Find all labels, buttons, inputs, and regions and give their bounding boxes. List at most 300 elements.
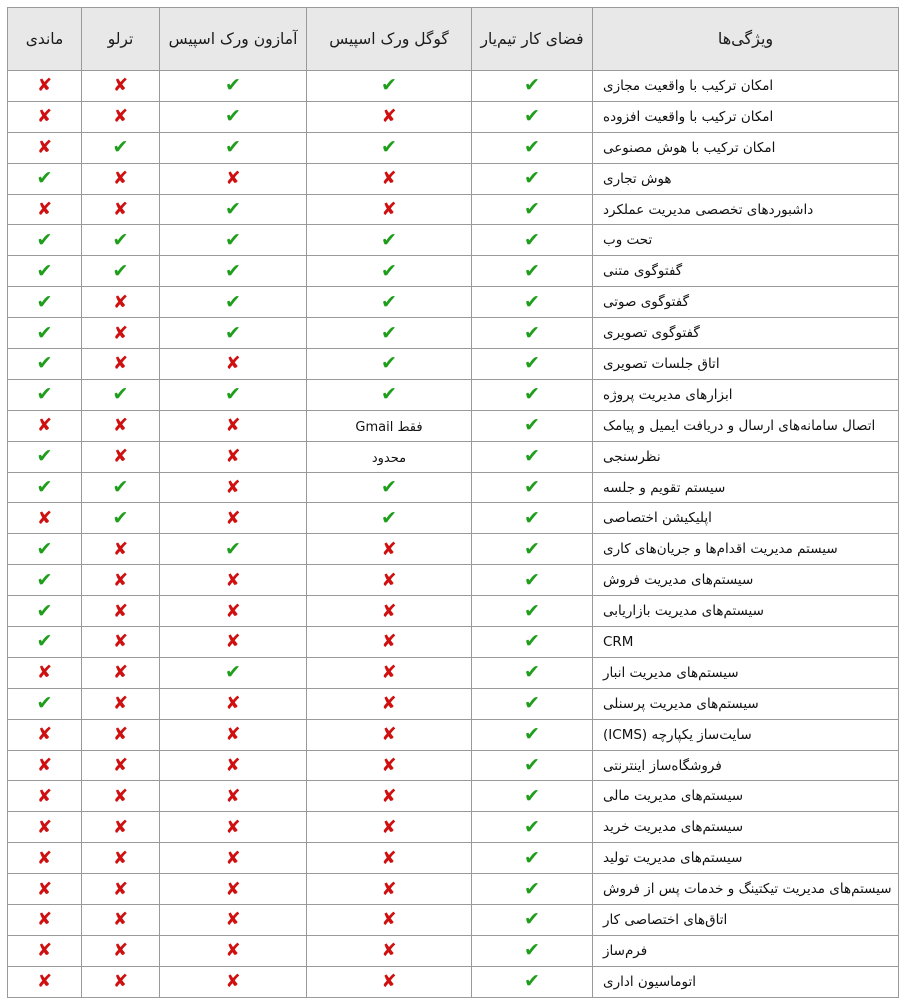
check-icon: ✔: [36, 568, 53, 591]
check-icon-cell-trello: [82, 472, 160, 503]
check-icon-cell-trello: [82, 132, 160, 163]
check-icon: ✔: [524, 506, 540, 529]
cross-icon-cell-trello: [82, 441, 160, 472]
cross-icon-cell-monday: [8, 843, 82, 874]
feature-label: فرم‌ساز: [593, 935, 899, 966]
check-icon: ✔: [524, 908, 540, 931]
cross-icon-cell-monday: [8, 966, 82, 997]
check-icon-cell-google: [307, 132, 472, 163]
cross-icon-cell-amazon: [160, 843, 307, 874]
check-icon: ✔: [225, 228, 241, 251]
check-icon-cell-teamyar: [472, 101, 593, 132]
check-icon: ✔: [524, 259, 540, 282]
feature-label: اپلیکیشن اختصاصی: [593, 503, 899, 534]
check-icon: ✔: [524, 167, 540, 190]
check-icon-cell-monday: [8, 163, 82, 194]
cross-icon: ✘: [381, 662, 397, 684]
cross-icon-cell-google: [307, 534, 472, 565]
check-icon-cell-monday: [8, 441, 82, 472]
cross-icon-cell-google: [307, 627, 472, 658]
cross-icon: ✘: [225, 847, 241, 869]
cross-icon-cell-trello: [82, 596, 160, 627]
check-icon: ✔: [381, 228, 397, 251]
cross-icon: ✘: [225, 600, 241, 622]
table-row: [8, 441, 899, 472]
check-icon: ✔: [112, 228, 129, 251]
column-header-teamyar: فضای کار تیم‌یار: [472, 8, 593, 71]
check-icon: ✔: [524, 321, 540, 344]
check-icon-cell-google: [307, 71, 472, 102]
cross-icon-cell-amazon: [160, 874, 307, 905]
table-row: [8, 472, 899, 503]
check-icon: ✔: [36, 692, 53, 715]
table-row: [8, 565, 899, 596]
check-icon: ✔: [225, 290, 241, 313]
check-icon: ✔: [36, 537, 53, 560]
cross-icon: ✘: [112, 291, 129, 313]
cross-icon-cell-monday: [8, 905, 82, 936]
table-row: [8, 379, 899, 410]
check-icon: ✔: [524, 136, 540, 159]
feature-comparison-table: [7, 7, 899, 998]
cross-icon-cell-amazon: [160, 163, 307, 194]
cross-icon: ✘: [225, 631, 241, 653]
feature-label: نظرسنجی: [593, 441, 899, 472]
cross-icon: ✘: [36, 507, 53, 529]
table-row: [8, 750, 899, 781]
table-row: [8, 318, 899, 349]
check-icon-cell-trello: [82, 379, 160, 410]
check-icon-cell-monday: [8, 225, 82, 256]
cross-icon-cell-amazon: [160, 781, 307, 812]
check-icon: ✔: [524, 537, 540, 560]
table-row: [8, 843, 899, 874]
cross-icon: ✘: [381, 168, 397, 190]
cross-icon: ✘: [381, 816, 397, 838]
table-row: [8, 874, 899, 905]
check-icon-cell-teamyar: [472, 905, 593, 936]
column-header-features: ویژگی‌ها: [593, 8, 899, 71]
table-row: [8, 596, 899, 627]
check-icon: ✔: [225, 259, 241, 282]
check-icon-cell-teamyar: [472, 225, 593, 256]
cross-icon-cell-amazon: [160, 966, 307, 997]
cross-icon-cell-monday: [8, 503, 82, 534]
cross-icon: ✘: [36, 755, 53, 777]
cross-icon: ✘: [225, 693, 241, 715]
cross-icon: ✘: [112, 353, 129, 375]
cross-icon-cell-google: [307, 843, 472, 874]
check-icon: ✔: [36, 383, 53, 406]
note-cell-google: [307, 441, 472, 472]
check-icon-cell-amazon: [160, 657, 307, 688]
check-icon: ✔: [112, 476, 129, 499]
check-icon: ✔: [36, 630, 53, 653]
feature-label: سیستم‌های مدیریت انبار: [593, 657, 899, 688]
check-icon: ✔: [524, 939, 540, 962]
cross-icon-cell-google: [307, 812, 472, 843]
cross-icon-cell-monday: [8, 874, 82, 905]
feature-label: هوش تجاری: [593, 163, 899, 194]
cross-icon: ✘: [381, 569, 397, 591]
table-header: [8, 8, 899, 71]
cross-icon: ✘: [36, 847, 53, 869]
table-row: [8, 534, 899, 565]
check-icon-cell-google: [307, 349, 472, 380]
cross-icon-cell-monday: [8, 410, 82, 441]
cross-icon-cell-trello: [82, 812, 160, 843]
cross-icon: ✘: [381, 785, 397, 807]
cross-icon-cell-amazon: [160, 719, 307, 750]
check-icon: ✔: [381, 136, 397, 159]
check-icon: ✔: [225, 105, 241, 128]
check-icon-cell-teamyar: [472, 410, 593, 441]
cross-icon-cell-trello: [82, 750, 160, 781]
cross-icon: ✘: [112, 940, 129, 962]
cross-icon-cell-trello: [82, 71, 160, 102]
cross-icon-cell-trello: [82, 349, 160, 380]
check-icon: ✔: [524, 352, 540, 375]
cross-icon: ✘: [112, 569, 129, 591]
cross-icon: ✘: [381, 631, 397, 653]
check-icon-cell-trello: [82, 225, 160, 256]
cross-icon-cell-monday: [8, 719, 82, 750]
cross-icon: ✘: [112, 538, 129, 560]
cross-icon: ✘: [112, 446, 129, 468]
table-row: [8, 101, 899, 132]
cross-icon: ✘: [36, 878, 53, 900]
cross-icon: ✘: [36, 816, 53, 838]
check-icon-cell-teamyar: [472, 163, 593, 194]
check-icon-cell-teamyar: [472, 750, 593, 781]
feature-label: فروشگاه‌ساز اینترنتی: [593, 750, 899, 781]
check-icon-cell-teamyar: [472, 472, 593, 503]
cross-icon: ✘: [36, 662, 53, 684]
check-icon-cell-amazon: [160, 534, 307, 565]
check-icon: ✔: [36, 445, 53, 468]
cross-icon-cell-trello: [82, 874, 160, 905]
check-icon: ✔: [225, 383, 241, 406]
check-icon-cell-amazon: [160, 101, 307, 132]
feature-label: سایت‌ساز یکپارچه (ICMS): [593, 719, 899, 750]
check-icon-cell-teamyar: [472, 287, 593, 318]
cross-icon: ✘: [225, 816, 241, 838]
check-icon: ✔: [524, 198, 540, 220]
check-icon: ✔: [524, 754, 540, 777]
table-row: [8, 287, 899, 318]
check-icon: ✔: [381, 383, 397, 406]
check-icon-cell-google: [307, 472, 472, 503]
check-icon-cell-amazon: [160, 379, 307, 410]
check-icon: ✔: [381, 506, 397, 529]
table-row: [8, 410, 899, 441]
check-icon: ✔: [36, 290, 53, 313]
cross-icon-cell-trello: [82, 688, 160, 719]
cross-icon: ✘: [112, 816, 129, 838]
cross-icon-cell-amazon: [160, 441, 307, 472]
cross-icon-cell-amazon: [160, 349, 307, 380]
check-icon: ✔: [524, 723, 540, 746]
check-icon-cell-google: [307, 287, 472, 318]
feature-label: گفتوگوی متنی: [593, 256, 899, 287]
check-icon-cell-amazon: [160, 194, 307, 225]
cross-icon: ✘: [112, 631, 129, 653]
feature-label: امکان ترکیب با هوش مصنوعی: [593, 132, 899, 163]
cell-note-text: محدود: [371, 451, 407, 467]
cell-note-text: فقط Gmail: [355, 420, 423, 436]
table-row: [8, 132, 899, 163]
cross-icon-cell-trello: [82, 101, 160, 132]
cross-icon-cell-amazon: [160, 472, 307, 503]
check-icon: ✔: [381, 74, 397, 97]
cross-icon: ✘: [225, 569, 241, 591]
cross-icon-cell-google: [307, 935, 472, 966]
check-icon-cell-teamyar: [472, 812, 593, 843]
cross-icon-cell-amazon: [160, 750, 307, 781]
cross-icon-cell-monday: [8, 812, 82, 843]
check-icon: ✔: [112, 259, 129, 282]
check-icon-cell-amazon: [160, 287, 307, 318]
cross-icon: ✘: [381, 199, 397, 220]
check-icon-cell-monday: [8, 379, 82, 410]
check-icon-cell-google: [307, 379, 472, 410]
check-icon-cell-teamyar: [472, 688, 593, 719]
cross-icon: ✘: [381, 878, 397, 900]
check-icon: ✔: [524, 74, 540, 97]
feature-label: سیستم‌های مدیریت تولید: [593, 843, 899, 874]
check-icon-cell-teamyar: [472, 657, 593, 688]
cross-icon: ✘: [36, 724, 53, 746]
check-icon-cell-teamyar: [472, 565, 593, 596]
cross-icon: ✘: [225, 353, 241, 375]
cross-icon: ✘: [381, 600, 397, 622]
cross-icon: ✘: [112, 909, 129, 931]
check-icon: ✔: [524, 290, 540, 313]
check-icon: ✔: [524, 815, 540, 838]
cross-icon-cell-monday: [8, 657, 82, 688]
check-icon: ✔: [524, 692, 540, 715]
feature-label: ابزارهای مدیریت پروژه: [593, 379, 899, 410]
cross-icon-cell-trello: [82, 565, 160, 596]
cross-icon-cell-google: [307, 750, 472, 781]
table-row: [8, 781, 899, 812]
check-icon: ✔: [524, 383, 540, 406]
cross-icon-cell-google: [307, 966, 472, 997]
check-icon-cell-monday: [8, 349, 82, 380]
check-icon-cell-amazon: [160, 132, 307, 163]
feature-label: امکان ترکیب با واقعیت مجازی: [593, 71, 899, 102]
cross-icon: ✘: [225, 971, 241, 993]
table-row: [8, 966, 899, 997]
cross-icon: ✘: [381, 106, 397, 128]
cross-icon: ✘: [381, 940, 397, 962]
feature-label: داشبوردهای تخصصی مدیریت عملکرد: [593, 194, 899, 225]
cross-icon-cell-monday: [8, 132, 82, 163]
cross-icon: ✘: [36, 415, 53, 437]
feature-label: سیستم‌های مدیریت بازاریابی: [593, 596, 899, 627]
cross-icon-cell-amazon: [160, 812, 307, 843]
check-icon: ✔: [381, 352, 397, 375]
check-icon-cell-monday: [8, 472, 82, 503]
cross-icon: ✘: [112, 600, 129, 622]
check-icon: ✔: [524, 599, 540, 622]
cross-icon-cell-google: [307, 719, 472, 750]
column-header-trello: ترلو: [82, 8, 160, 71]
cross-icon: ✘: [36, 75, 53, 97]
cross-icon: ✘: [225, 446, 241, 468]
check-icon-cell-monday: [8, 688, 82, 719]
table-row: [8, 657, 899, 688]
cross-icon: ✘: [112, 724, 129, 746]
check-icon-cell-teamyar: [472, 843, 593, 874]
note-cell-google: [307, 410, 472, 441]
check-icon: ✔: [225, 74, 241, 97]
check-icon-cell-monday: [8, 287, 82, 318]
table-row: [8, 194, 899, 225]
cross-icon-cell-monday: [8, 194, 82, 225]
check-icon: ✔: [524, 970, 540, 993]
feature-label: سیستم‌های مدیریت خرید: [593, 812, 899, 843]
feature-label: سیستم تقویم و جلسه: [593, 472, 899, 503]
feature-label: اتاق‌های اختصاصی کار: [593, 905, 899, 936]
check-icon-cell-monday: [8, 318, 82, 349]
cross-icon: ✘: [381, 909, 397, 931]
cross-icon: ✘: [381, 755, 397, 777]
check-icon: ✔: [381, 290, 397, 313]
check-icon-cell-amazon: [160, 256, 307, 287]
cross-icon-cell-monday: [8, 750, 82, 781]
check-icon-cell-google: [307, 318, 472, 349]
cross-icon: ✘: [112, 693, 129, 715]
check-icon-cell-teamyar: [472, 194, 593, 225]
cross-icon-cell-google: [307, 688, 472, 719]
feature-label: گفتوگوی صوتی: [593, 287, 899, 318]
feature-label: اتصال سامانه‌های ارسال و دریافت ایمیل و پیامک: [593, 410, 899, 441]
cross-icon: ✘: [225, 785, 241, 807]
cross-icon: ✘: [112, 755, 129, 777]
check-icon: ✔: [36, 321, 53, 344]
check-icon: ✔: [36, 476, 53, 499]
check-icon: ✔: [112, 383, 129, 406]
feature-label: سیستم‌های مدیریت مالی: [593, 781, 899, 812]
table-body: [8, 71, 899, 998]
table-row: [8, 225, 899, 256]
cross-icon-cell-trello: [82, 534, 160, 565]
feature-label: گفتوگوی تصویری: [593, 318, 899, 349]
cross-icon: ✘: [225, 724, 241, 746]
cross-icon-cell-google: [307, 565, 472, 596]
check-icon-cell-teamyar: [472, 534, 593, 565]
cross-icon-cell-monday: [8, 935, 82, 966]
cross-icon: ✘: [36, 909, 53, 931]
table-row: [8, 163, 899, 194]
cross-icon-cell-amazon: [160, 565, 307, 596]
check-icon: ✔: [381, 259, 397, 282]
check-icon: ✔: [225, 537, 241, 560]
check-icon-cell-teamyar: [472, 441, 593, 472]
table-row: [8, 349, 899, 380]
cross-icon-cell-amazon: [160, 596, 307, 627]
check-icon-cell-teamyar: [472, 256, 593, 287]
feature-label: اتوماسیون اداری: [593, 966, 899, 997]
feature-label: تحت وب: [593, 225, 899, 256]
check-icon-cell-teamyar: [472, 379, 593, 410]
check-icon: ✔: [225, 136, 241, 159]
cross-icon-cell-amazon: [160, 410, 307, 441]
check-icon: ✔: [112, 506, 129, 529]
cross-icon: ✘: [225, 940, 241, 962]
check-icon-cell-teamyar: [472, 627, 593, 658]
table-row: [8, 812, 899, 843]
cross-icon-cell-trello: [82, 966, 160, 997]
cross-icon: ✘: [381, 693, 397, 715]
column-header-google: گوگل ورک اسپیس: [307, 8, 472, 71]
cross-icon-cell-amazon: [160, 935, 307, 966]
cross-icon: ✘: [36, 106, 53, 128]
table-row: [8, 905, 899, 936]
check-icon: ✔: [524, 414, 540, 437]
cross-icon: ✘: [112, 878, 129, 900]
feature-label: سیستم‌های مدیریت فروش: [593, 565, 899, 596]
check-icon-cell-teamyar: [472, 132, 593, 163]
check-icon: ✔: [524, 568, 540, 591]
cross-icon: ✘: [225, 878, 241, 900]
cross-icon-cell-trello: [82, 287, 160, 318]
column-header-monday: ماندی: [8, 8, 82, 71]
cross-icon-cell-trello: [82, 318, 160, 349]
check-icon: ✔: [36, 259, 53, 282]
cross-icon-cell-google: [307, 657, 472, 688]
check-icon: ✔: [524, 661, 540, 684]
table-row: [8, 627, 899, 658]
check-icon: ✔: [36, 599, 53, 622]
cross-icon-cell-trello: [82, 163, 160, 194]
check-icon: ✔: [112, 136, 129, 159]
check-icon-cell-teamyar: [472, 318, 593, 349]
check-icon-cell-monday: [8, 256, 82, 287]
cross-icon: ✘: [36, 971, 53, 993]
table-row: [8, 935, 899, 966]
cross-icon-cell-trello: [82, 843, 160, 874]
cross-icon: ✘: [112, 785, 129, 807]
cross-icon-cell-trello: [82, 410, 160, 441]
cross-icon-cell-amazon: [160, 905, 307, 936]
cross-icon-cell-google: [307, 163, 472, 194]
cross-icon: ✘: [112, 415, 129, 437]
cross-icon: ✘: [112, 168, 129, 190]
check-icon: ✔: [524, 784, 540, 807]
cross-icon: ✘: [381, 971, 397, 993]
check-icon-cell-teamyar: [472, 719, 593, 750]
feature-label: سیستم مدیریت اقدام‌ها و جریان‌های کاری: [593, 534, 899, 565]
cross-icon-cell-trello: [82, 905, 160, 936]
cross-icon: ✘: [225, 477, 241, 499]
check-icon-cell-monday: [8, 596, 82, 627]
feature-label: اتاق جلسات تصویری: [593, 349, 899, 380]
cross-icon-cell-trello: [82, 781, 160, 812]
check-icon: ✔: [381, 321, 397, 344]
check-icon-cell-teamyar: [472, 781, 593, 812]
cross-icon-cell-google: [307, 194, 472, 225]
check-icon-cell-teamyar: [472, 503, 593, 534]
check-icon: ✔: [381, 476, 397, 499]
check-icon-cell-amazon: [160, 71, 307, 102]
cross-icon-cell-google: [307, 596, 472, 627]
cross-icon-cell-amazon: [160, 627, 307, 658]
check-icon-cell-teamyar: [472, 874, 593, 905]
cross-icon-cell-google: [307, 781, 472, 812]
cross-icon-cell-monday: [8, 781, 82, 812]
